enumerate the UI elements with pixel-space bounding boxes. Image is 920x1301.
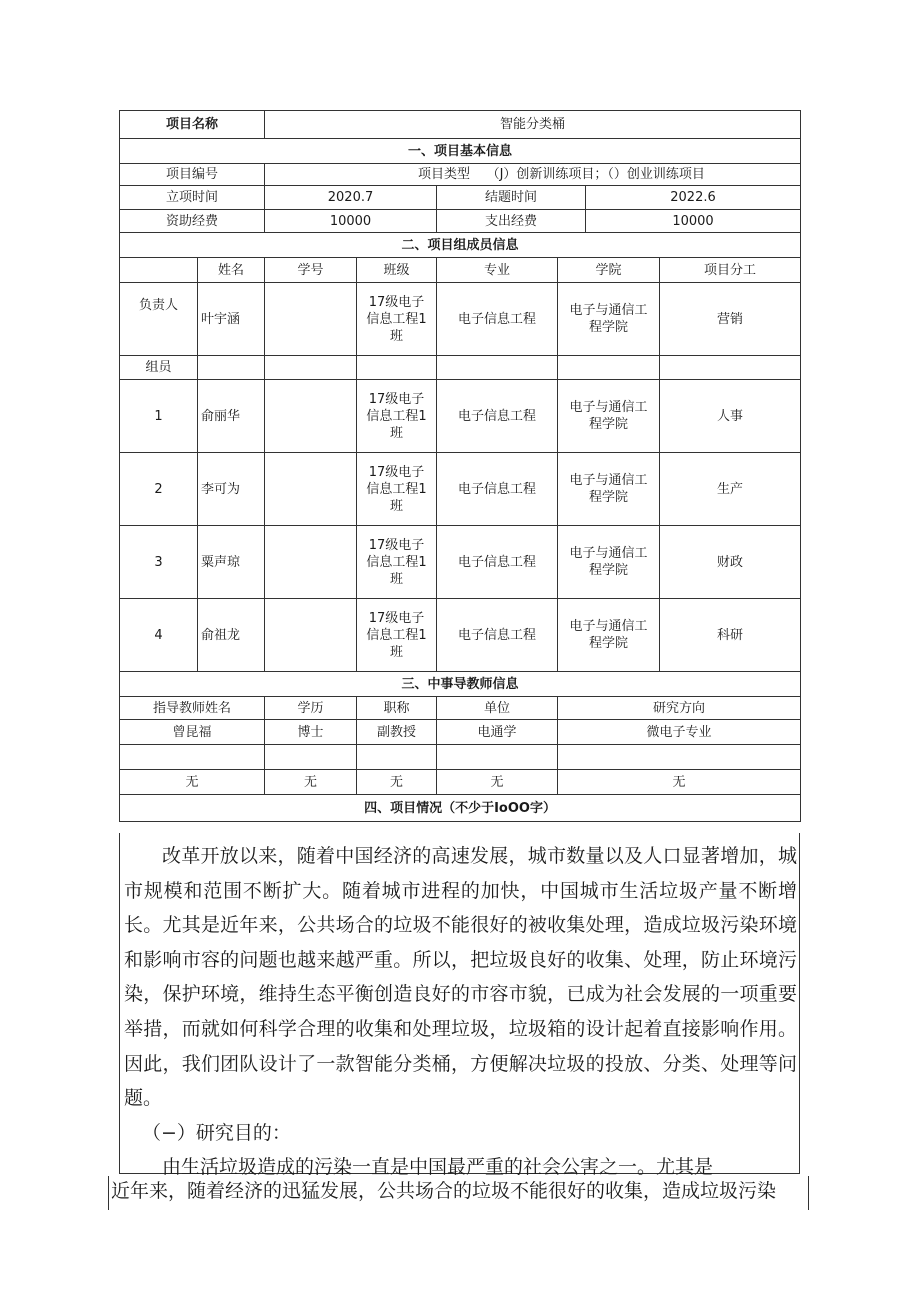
member-role: 生产 (660, 453, 801, 526)
member-name: 俞祖龙 (198, 599, 265, 672)
section2-title: 二、项目组成员信息 (120, 233, 801, 258)
advisor-title: 副教授 (357, 720, 437, 745)
table-row (120, 770, 801, 795)
member-no: 1 (120, 380, 198, 453)
member-role: 人事 (660, 380, 801, 453)
leader-role: 营销 (660, 283, 801, 356)
advisor-unit: 无 (437, 770, 558, 795)
member-class: 17级电子 信息工程1 班 (357, 526, 437, 599)
table-row (120, 380, 801, 453)
member-class: 17级电子 信息工程1 班 (357, 599, 437, 672)
description-paragraph-1: 改革开放以来，随着中国经济的高速发展，城市数量以及人口显著增加，城市规模和范围不断扩大。随着城市进程的加快，中国城市生活垃圾产量不断增长。尤其是近年来，公共场合的垃圾不能很好的被收集处理，造成垃圾污染环境和影响市容的问题也越来越严重。所以，把垃圾良好的收集、处理，防止环境污染，保护环境，维持生态平衡创造良好的市容市貌，已成为社会发展的一项重要举措，而就如何科学合理的收集和处理垃圾，垃圾箱的设计起着直接影响作用。因此，我们团队设计了一款智能分类桶，方便解决垃圾的投放、分类、处理等问题。 (124, 845, 797, 1110)
advisor-degree: 博士 (265, 720, 357, 745)
table-row (120, 526, 801, 599)
member-role: 科研 (660, 599, 801, 672)
table-row (120, 453, 801, 526)
header-role: 项目分工 (660, 258, 801, 283)
table-row (120, 720, 801, 745)
description-subheading: （−）研究目的： (142, 1121, 291, 1144)
member-name: 粟声琼 (198, 526, 265, 599)
advisor-header-research: 研究方向 (558, 697, 801, 720)
advisor-name (120, 745, 265, 770)
header-college: 学院 (558, 258, 660, 283)
project-type-options: （J）创新训练项目；（）创业训练项目 (486, 167, 705, 182)
header-major: 专业 (437, 258, 558, 283)
leader-label: 负责人 (120, 283, 198, 356)
advisor-title (357, 745, 437, 770)
project-type-label: 项目类型 (418, 167, 471, 182)
advisor-degree (265, 745, 357, 770)
member-name: 李可为 (198, 453, 265, 526)
member-college: 电子与通信工 程学院 (558, 453, 660, 526)
end-time-value: 2022.6 (586, 186, 801, 210)
description-paragraph-2: 由生活垃圾造成的污染一直是中国最严重的社会公害之一。尤其是 (162, 1156, 714, 1179)
member-major: 电子信息工程 (437, 526, 558, 599)
funding-label: 资助经费 (120, 210, 265, 233)
end-time-label: 结题时间 (437, 186, 586, 210)
member-college: 电子与通信工 程学院 (558, 380, 660, 453)
project-description (119, 833, 800, 1179)
advisor-title: 无 (357, 770, 437, 795)
page-overflow-line (108, 1176, 809, 1210)
member-id (265, 526, 357, 599)
table-row (120, 745, 801, 770)
expense-label: 支出经费 (437, 210, 586, 233)
section1-title: 一、项目基本信息 (120, 139, 801, 164)
member-id (265, 453, 357, 526)
member-major: 电子信息工程 (437, 599, 558, 672)
member-major: 电子信息工程 (437, 380, 558, 453)
project-name-value: 智能分类桶 (265, 111, 801, 139)
header-class: 班级 (357, 258, 437, 283)
section3-title: 三、中事导教师信息 (120, 672, 801, 697)
advisor-name: 无 (120, 770, 265, 795)
member-id (265, 599, 357, 672)
leader-college: 电子与通信工 程学院 (558, 283, 660, 356)
advisor-header-name: 指导教师姓名 (120, 697, 265, 720)
section4-title: 四、项目情况（不少于IoOO字） (120, 795, 801, 822)
project-type-cell (265, 164, 801, 186)
member-header-blank (120, 258, 198, 283)
member-no: 2 (120, 453, 198, 526)
member-no: 3 (120, 526, 198, 599)
project-number-label: 项目编号 (120, 164, 265, 186)
leader-name: 叶宇涵 (198, 283, 265, 356)
project-form-table (119, 110, 801, 822)
header-id: 学号 (265, 258, 357, 283)
members-label: 组员 (120, 356, 198, 380)
leader-major: 电子信息工程 (437, 283, 558, 356)
advisor-degree: 无 (265, 770, 357, 795)
advisor-research (558, 745, 801, 770)
header-name: 姓名 (198, 258, 265, 283)
member-class: 17级电子 信息工程1 班 (357, 453, 437, 526)
table-row (120, 599, 801, 672)
advisor-unit: 电通学 (437, 720, 558, 745)
leader-id (265, 283, 357, 356)
advisor-name: 曾昆福 (120, 720, 265, 745)
advisor-unit (437, 745, 558, 770)
member-college: 电子与通信工 程学院 (558, 526, 660, 599)
advisor-research: 无 (558, 770, 801, 795)
funding-value: 10000 (265, 210, 437, 233)
start-time-value: 2020.7 (265, 186, 437, 210)
leader-class: 17级电子 信息工程1 班 (357, 283, 437, 356)
advisor-header-degree: 学历 (265, 697, 357, 720)
expense-value: 10000 (586, 210, 801, 233)
member-name: 俞丽华 (198, 380, 265, 453)
start-time-label: 立项时间 (120, 186, 265, 210)
member-major: 电子信息工程 (437, 453, 558, 526)
project-name-label: 项目名称 (120, 111, 265, 139)
member-no: 4 (120, 599, 198, 672)
member-college: 电子与通信工 程学院 (558, 599, 660, 672)
description-paragraph-3: 近年来，随着经济的迅猛发展，公共场合的垃圾不能很好的收集，造成垃圾污染 (111, 1180, 777, 1202)
member-role: 财政 (660, 526, 801, 599)
advisor-research: 微电子专业 (558, 720, 801, 745)
advisor-header-unit: 单位 (437, 697, 558, 720)
member-id (265, 380, 357, 453)
advisor-header-title: 职称 (357, 697, 437, 720)
member-class: 17级电子 信息工程1 班 (357, 380, 437, 453)
